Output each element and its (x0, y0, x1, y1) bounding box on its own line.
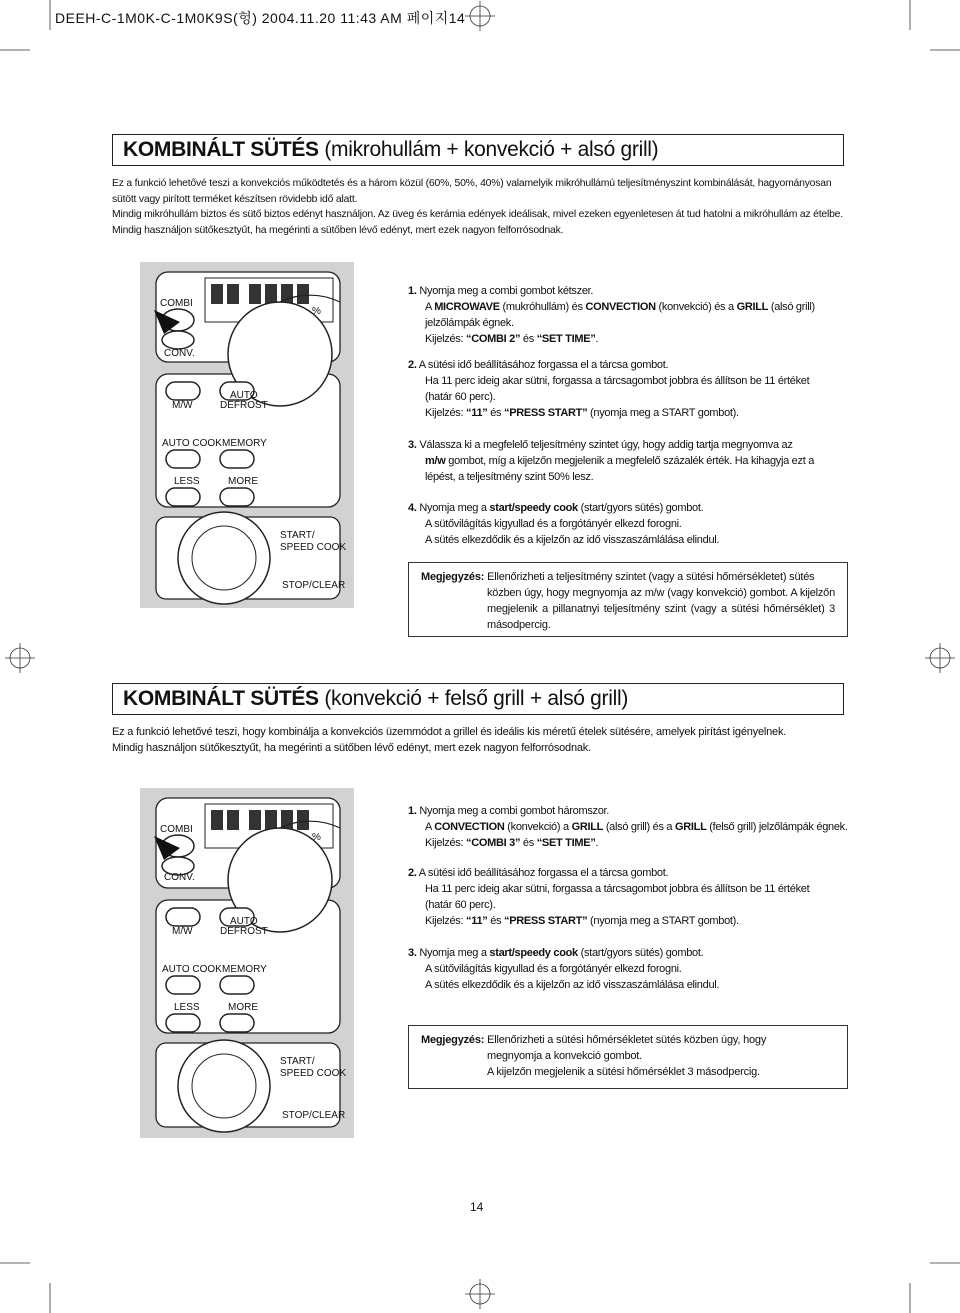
auto-defrost-label-2: DEFROST (220, 400, 268, 411)
section2-intro: Ez a funkció lehetővé teszi, hogy kombinálja a konvekciós üzemmódot a grillel és ideális kis méretű ételek sütésére, amelyek pirítást igényelnek. Mindig használjon sütőkesztyűt, ha megérinti a sütőben lévő edényt, mert ezek nagyon felforrósodnak. (112, 726, 787, 754)
section1-step-3: 3. Válassza ki a megfelelő teljesítmény szintet úgy, hogy addig tartja megnyomva az m/w gombot, míg a kijelzőn megjelenik a megfelelő százalék érték. Ha kihagyja ezt a lépést, a teljesítmény szint 50% lesz. (408, 439, 815, 483)
section1-note-box: Megjegyzés: Ellenőrizheti a teljesítmény szintet (vagy a sütési hőmérsékletet) sütés közben úgy, hogy megnyomja az m/w (vagy konvekció) gombot. A kijelzőn megjelenik a pillanatnyi teljesítmény szint (vagy a sütési hőmérséklet) 3 másodpercig. (408, 562, 848, 637)
control-panel-illustration-1 (140, 262, 354, 608)
percent-label: % (312, 832, 321, 843)
auto-defrost-label-2: DEFROST (220, 926, 268, 937)
start-label-1: START/ (280, 1056, 315, 1067)
memory-label: MEMORY (222, 438, 267, 449)
control-panel-drawing (140, 262, 354, 608)
stop-label: STOP/CLEAR (282, 1110, 346, 1121)
control-panel-illustration-2 (140, 788, 354, 1138)
combi-label: COMBI (160, 824, 193, 835)
section2-step-3: 3. Nyomja meg a start/speedy cook (start/gyors sütés) gombot. A sütővilágítás kigyullad és a forgótányér elkezd forogni. A sütés elkezdődik és a kijelzőn az idő visszaszámlálása elindul. (408, 947, 720, 991)
section2-step-1: 1. Nyomja meg a combi gombot háromszor. A CONVECTION (konvekció) a GRILL (alsó grill) és a GRILL (felső grill) jelzőlámpák égnek. Kijelzés: “COMBI 3” és “SET TIME”. (408, 805, 848, 849)
more-label: MORE (228, 476, 258, 487)
control-panel-drawing (140, 788, 354, 1138)
combi-label: COMBI (160, 298, 193, 309)
less-label: LESS (174, 476, 200, 487)
stop-label: STOP/CLEAR (282, 580, 346, 591)
section1-step-2: 2. A sütési idő beállításához forgassa el a tárcsa gombot. Ha 11 perc ideig akar sütni, forgassa a tárcsagombot jobbra és állítson be 11 értéket (határ 60 perc). Kijelzés: “11” és “PRESS START” (nyomja meg a START gombot). (408, 359, 810, 419)
section1-step-4: 4. Nyomja meg a start/speedy cook (start/gyors sütés) gombot. A sütővilágítás kigyullad és a forgótányér elkezd forogni. A sütés elkezdődik és a kijelzőn az idő visszaszámlálása elindul. (408, 502, 720, 546)
start-label-2: SPEED COOK (280, 542, 347, 553)
section1-intro: Ez a funkció lehetővé teszi a konvekciós működtetés és a három közül (60%, 50%, 40%) valamelyik mikróhullámú teljesítményszint kombinálását, hagyományosan sütött vagy pirított terméket készítsen rövidebb idő alatt. Mindig mikróhullám biztos és sütő biztos edényt használjon. Az üveg és kerámia edények ideálisak, mivel ezeken egyenletesen át tud hatolni a mikróhullám az ételbe. Mindig használjon sütőkesztyűt, ha megérinti a sütőben lévő edényt, mert ezek nagyon felforrósodnak. (112, 178, 843, 236)
file-header-line: DEEH-C-1M0K-C-1M0K9S(헝) 2004.11.20 11:43 AM 페이지14 (55, 10, 466, 26)
start-label-1: START/ (280, 530, 315, 541)
conv-label: CONV. (164, 348, 195, 359)
auto-defrost-label-1: AUTO (230, 390, 258, 401)
auto-defrost-label-1: AUTO (230, 916, 258, 927)
section1-step-1: 1. Nyomja meg a combi gombot kétszer. A MICROWAVE (mukróhullám) és CONVECTION (konvekció) és a GRILL (alsó grill) jelzőlámpák égnek. Kijelzés: “COMBI 2” és “SET TIME”. (408, 285, 815, 345)
start-label-2: SPEED COOK (280, 1068, 347, 1079)
auto-cook-label: AUTO COOK (162, 964, 222, 975)
section2-note-box: Megjegyzés: Ellenőrizheti a sütési hőmérsékletet sütés közben úgy, hogy megnyomja a konvekció gombot. A kijelzőn megjelenik a sütési hőmérséklet 3 másodpercig. (408, 1025, 848, 1089)
section1-title: KOMBINÁLT SÜTÉS (mikrohullám + konvekció + alsó grill) (112, 134, 844, 166)
mw-label: M/W (172, 400, 193, 411)
auto-cook-label: AUTO COOK (162, 438, 222, 449)
more-label: MORE (228, 1002, 258, 1013)
percent-label: % (312, 306, 321, 317)
section2-step-2: 2. A sütési idő beállításához forgassa el a tárcsa gombot. Ha 11 perc ideig akar sütni, forgassa a tárcsagombot jobbra és állítson be 11 értéket (határ 60 perc). Kijelzés: “11” és “PRESS START” (nyomja meg a START gombot). (408, 867, 810, 927)
less-label: LESS (174, 1002, 200, 1013)
section2-title: KOMBINÁLT SÜTÉS (konvekció + felső grill + alsó grill) (112, 683, 844, 715)
page-number: 14 (470, 1200, 484, 1214)
memory-label: MEMORY (222, 964, 267, 975)
conv-label: CONV. (164, 872, 195, 883)
mw-label: M/W (172, 926, 193, 937)
